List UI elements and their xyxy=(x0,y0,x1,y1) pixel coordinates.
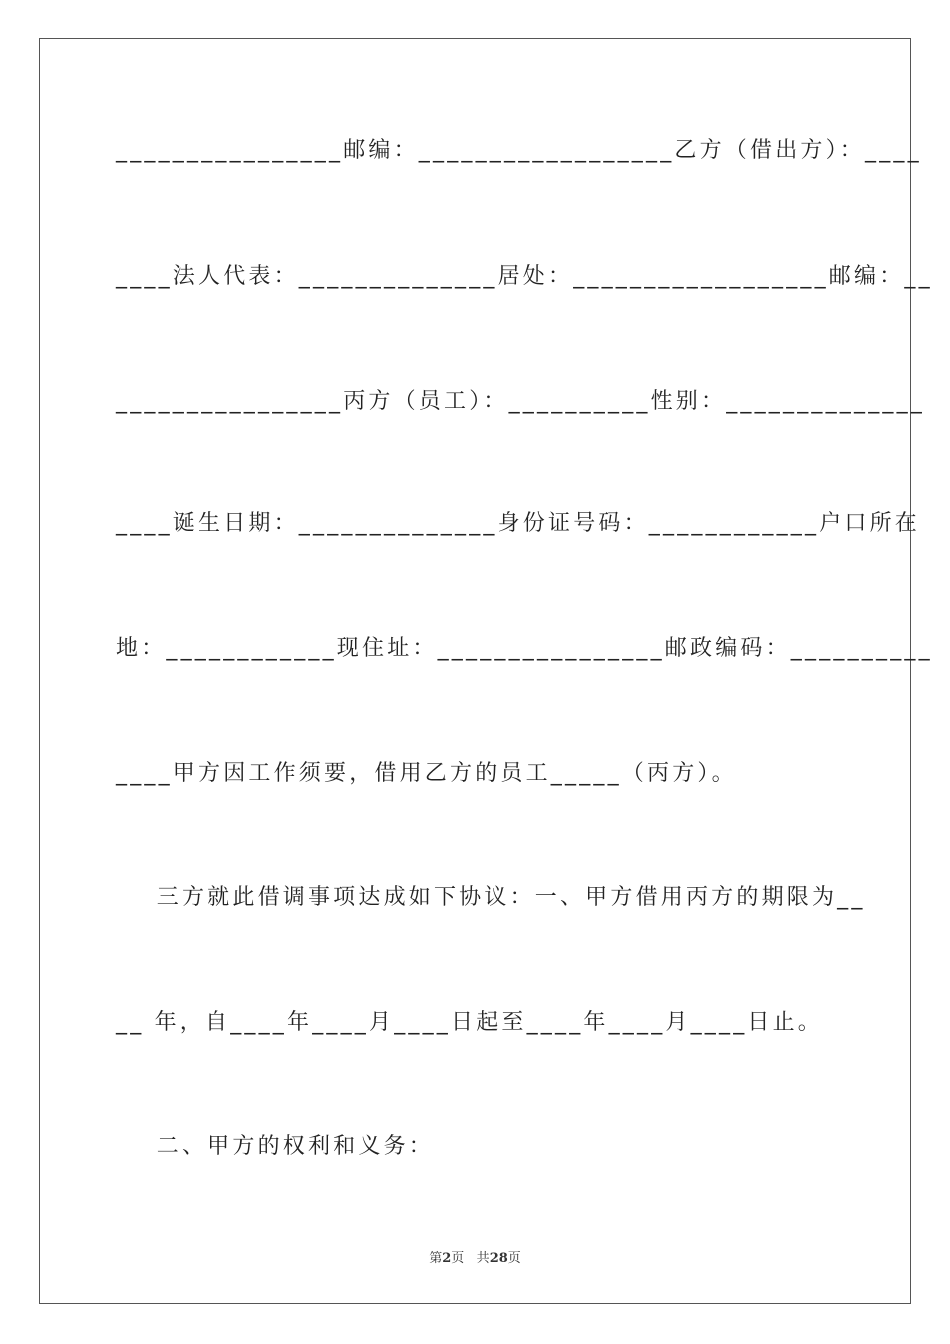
text-line-1: ________________邮编：__________________乙方（借出方）：____ xyxy=(116,138,922,163)
page-footer xyxy=(0,1247,950,1266)
text-line-3: ________________丙方（员工）：__________性别：______________ xyxy=(116,389,926,414)
text-line-2: ____法人代表：______________居处：__________________邮编：__ xyxy=(116,264,933,289)
page-number-suffix: 页 xyxy=(451,1251,465,1266)
page-total: 28 xyxy=(489,1251,508,1266)
page-number-current: 2 xyxy=(442,1251,452,1266)
text-line-6: ____甲方因工作须要，借用乙方的员工_____（丙方）。 xyxy=(116,761,737,786)
page-total-suffix: 页 xyxy=(507,1251,521,1266)
text-line-7: 三方就此借调事项达成如下协议：一、甲方借用丙方的期限为__ xyxy=(116,885,866,910)
text-line-5: 地：____________现住址：________________邮政编码：__________ xyxy=(116,636,933,661)
page-total-prefix: 共 xyxy=(476,1251,490,1266)
page-number-prefix: 第 xyxy=(429,1251,443,1266)
text-line-9: 二、甲方的权利和义务： xyxy=(116,1134,434,1159)
page-border xyxy=(39,38,933,1304)
text-line-8: __ 年，自____年____月____日起至____年____月____日止。 xyxy=(116,1010,823,1035)
text-line-4: ____诞生日期：______________身份证号码：____________户口所在 xyxy=(116,511,921,536)
